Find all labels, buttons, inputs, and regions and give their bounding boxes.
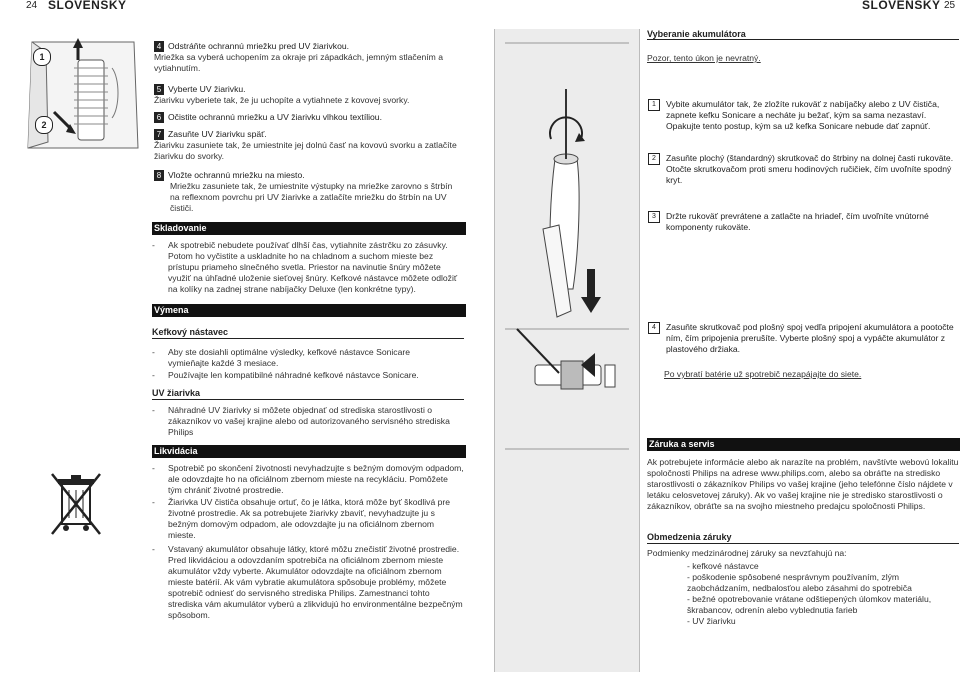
step-number: 8 — [154, 170, 164, 181]
step-5 — [154, 84, 464, 106]
list-item: - poškodenie spôsobené nesprávnym používaním, zlým zaobchádzaním, nedbalosťou alebo zásahmi do spotrebiča — [687, 572, 912, 593]
likvidacia-item-2: - Žiarivka UV čističa obsahuje ortuť, čo je látka, ktorá môže byť škodlivá pre životné prostredie. Ak sa potrebujete žiarivky zbaviť, nevyhadzujte ju s bežným domovým odpadom, ale odovzdajte ju na oficiálnom zbernom mieste. — [152, 497, 451, 540]
removal-step-1 — [648, 99, 960, 132]
removal-step-2 — [648, 153, 960, 186]
step-title: Vložte ochrannú mriežku na miesto. — [168, 170, 305, 180]
uv-item-1: - Náhradné UV žiarivky si môžete objednať od strediska starostlivosti o zákazníkov vo vašej krajine alebo od autorizovaného servisného strediska Philips — [152, 405, 450, 437]
step-text: Vybite akumulátor tak, že zložíte rukoväť z nabíjačky alebo z UV čističa, zapnete kefku Sonicare a necháte ju bežať, kým sa sama nezastaví. Opakujte tento postup, kým sa už kefka Sonicare nebude dať zapnúť. — [666, 99, 940, 131]
step-4 — [154, 41, 464, 74]
page-number-left: 24 — [26, 0, 38, 11]
subheader-kefkovy-nastavec: Kefkový nástavec — [152, 326, 464, 339]
crossed-bin-icon — [48, 470, 104, 540]
obmedzenia-list — [687, 561, 959, 627]
language-title-left: SLOVENSKY — [48, 0, 127, 12]
step-number: 7 — [154, 129, 164, 140]
subheader-obmedzenia: Obmedzenia záruky — [647, 531, 959, 544]
step-number: 2 — [648, 153, 660, 165]
step-description: Žiarivku vyberiete tak, že ju uchopíte a vytiahnete z kovovej svorky. — [154, 95, 410, 105]
list-item: - bežné opotrebovanie vrátane odštiepených úlomkov materiálu, škrabancov, odrenín alebo vyblednutia farieb — [687, 594, 932, 615]
list-item: - kefkové nástavce — [687, 561, 759, 571]
removal-step-4 — [648, 322, 960, 355]
step-7 — [154, 129, 464, 162]
step-number: 4 — [154, 41, 164, 52]
step-description: Žiarivku zasuniete tak, že umiestnite jej dolnú časť na kovovú svorku a zatlačíte žiarivku do svorky. — [154, 140, 457, 161]
section-header-skladovanie: Skladovanie — [152, 222, 466, 235]
step-text: Zasuňte skrutkovač pod plošný spoj vedľa pripojení akumulátora a pootočte ním, čím pripojenia prerušíte. Vyberte plošný spoj a vypáčte akumulátor z plastového držiaka. — [666, 322, 954, 354]
step-title: Odstráňte ochrannú mriežku pred UV žiarivkou. — [168, 41, 350, 51]
step-description: Mriežka sa vyberá uchopením za okraje pri západkách, jemným stlačením a vytiahnutím. — [154, 52, 443, 73]
step-text: Zasuňte plochý (štandardný) skrutkovač do štrbiny na dolnej časti rukoväte. Otočte skrutkovačom proti smeru hodinových ručičiek, čím uvoľníte spodný kryt. — [666, 153, 954, 185]
likvidacia-item-3: - Vstavaný akumulátor obsahuje látky, ktoré môžu znečistiť životné prostredie. Pred likvidáciou a odovzdaním spotrebiča na oficiálnom zbernom mieste akumulátor vždy vyberte. Akumulátor odovzdajte na oficiálnom zbernom mieste batérií. Ak vám vybratie akumulátora spôsobuje problémy, môžete spotrebič odniesť do servisného strediska Philips. Zamestnanci tohto strediska vám akumulátor vyberú a zlikvidujú ho environmentálne bezpečným spôsobom. — [152, 544, 463, 620]
kefkovy-item-2: - Používajte len kompatibilné náhradné kefkové nástavce Sonicare. — [152, 370, 419, 380]
kefkovy-item-1: - Aby ste dosiahli optimálne výsledky, kefkové nástavce Sonicare vymieňajte každé 3 mesiace. — [152, 347, 411, 368]
warning-text: Pozor, tento úkon je nevratný. — [647, 53, 761, 63]
section-header-zaruka: Záruka a servis — [647, 438, 960, 451]
footnote-text: Po vybratí batérie už spotrebič nezapájajte do siete. — [664, 369, 862, 379]
section-header-likvidacia: Likvidácia — [152, 445, 466, 458]
step-6 — [154, 112, 464, 123]
step-number: 1 — [648, 99, 660, 111]
obmedzenia-intro: Podmienky medzinárodnej záruky sa nevzťahujú na: — [647, 548, 847, 558]
step-description: Mriežku zasuniete tak, že umiestnite výstupky na mriežke zarovno s štrbín na reflexnom povrchu pri UV žiarivke a zatlačíte mriežku do štrbín na UV čističi. — [170, 181, 453, 213]
subheader-uv-ziarivka: UV žiarivka — [152, 387, 464, 400]
zaruka-text: Ak potrebujete informácie alebo ak narazíte na problém, navštívte webovú lokalitu spoločnosti Philips na adrese www.philips.com, alebo sa obráťte na stredisko starostlivosti o zákazníkov Philips vo vašej krajine (jeho telefónne číslo nájdete v letáku celosvetovej záruky). Ak vo vašej krajine nie je stredisko starostlivosti o zákazníkov, obráťte sa na svojho miestneho predajcu spoločnosti Philips. — [647, 457, 959, 511]
list-item: - UV žiarivku — [687, 616, 736, 626]
step-number: 5 — [154, 84, 164, 95]
language-title-right: SLOVENSKY — [862, 0, 941, 12]
step-number: 3 — [648, 211, 660, 223]
step-8 — [154, 170, 454, 214]
section-header-vyberanie: Vyberanie akumulátora — [647, 29, 959, 40]
removal-step-3 — [648, 211, 960, 233]
page-number-right: 25 — [944, 0, 956, 11]
figure-label-2: 2 — [35, 116, 53, 134]
step-title: Vyberte UV žiarivku. — [168, 84, 246, 94]
step-number: 4 — [648, 322, 660, 334]
figure-label-1: 1 — [33, 48, 51, 66]
step-title: Zasuňte UV žiarivku späť. — [168, 129, 267, 139]
skladovanie-text: - Ak spotrebič nebudete používať dlhší čas, vytiahnite zástrčku zo zásuvky. Potom ho vyčistite a uskladnite ho na chladnom a suchom mieste bez prístupu priameho slnečného svetla. Priestor na navinutie šnúry môžete využiť na úhľadné uloženie sieťovej šnúry. Kefkové nástavce môžete odložiť na kolíky na zadnej strane nabíjačky Deluxe (len konkrétne typy). — [152, 240, 458, 294]
step-text: Držte rukoväť prevrátene a zatlačte na hriadeľ, čím uvoľníte vnútorné komponenty rukoväte. — [666, 211, 929, 232]
likvidacia-item-1: - Spotrebič po skončení životnosti nevyhadzujte s bežným domovým odpadom, ale odovzdajte ho na oficiálnom zbernom mieste na recykláciu. Pomôžete tým chrániť životné prostredie. — [152, 463, 464, 495]
section-header-vymena: Výmena — [152, 304, 466, 317]
step-number: 6 — [154, 112, 164, 123]
step-title: Očistite ochrannú mriežku a UV žiarivku vlhkou textíliou. — [168, 112, 382, 122]
illustration-panel — [494, 29, 640, 672]
